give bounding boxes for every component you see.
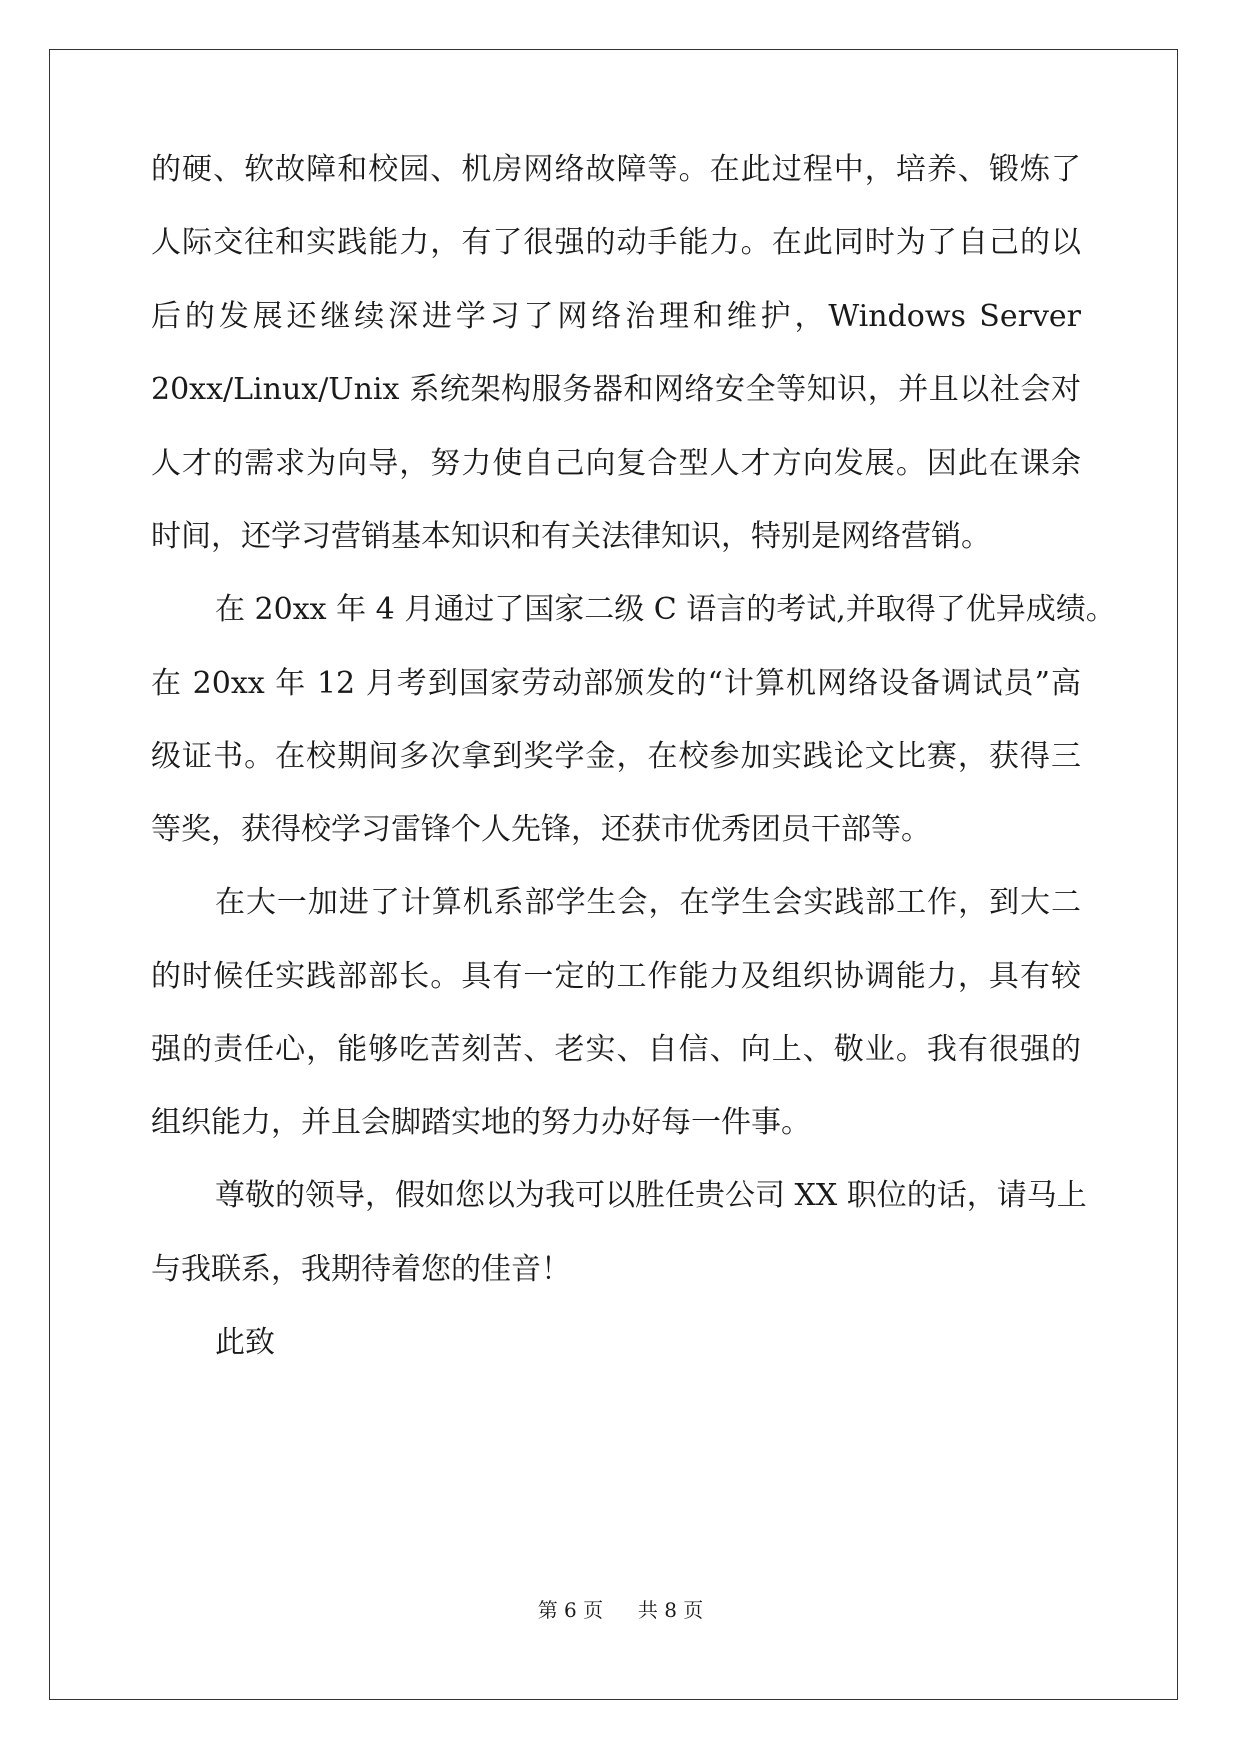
body-line: 时间，还学习营销基本知识和有关法律知识，特别是网络营销。 <box>151 519 991 554</box>
body-line: 人际交往和实践能力，有了很强的动手能力。在此同时为了自己的以 <box>151 225 1081 260</box>
body-line: 强的责任心，能够吃苦刻苦、老实、自信、向上、敬业。我有很强的 <box>151 1032 1081 1067</box>
page-footer <box>0 1596 1241 1624</box>
closing-salutation: 此致 <box>215 1325 275 1360</box>
page-number: 第 6 页 <box>537 1598 604 1622</box>
body-line: 在 20xx 年 12 月考到国家劳动部颁发的“计算机网络设备调试员”高 <box>151 666 1081 701</box>
body-line: 在大一加进了计算机系部学生会，在学生会实践部工作，到大二 <box>215 885 1081 920</box>
body-line: 在 20xx 年 4 月通过了国家二级 C 语言的考试,并取得了优异成绩。 <box>215 592 1116 627</box>
body-line: 后的发展还继续深进学习了网络治理和维护，Windows Server <box>151 299 1081 334</box>
body-line: 与我联系，我期待着您的佳音！ <box>151 1252 571 1287</box>
page-total: 共 8 页 <box>637 1598 704 1622</box>
body-line: 人才的需求为向导，努力使自己向复合型人才方向发展。因此在课余 <box>151 446 1081 481</box>
body-line: 级证书。在校期间多次拿到奖学金，在校参加实践论文比赛，获得三 <box>151 739 1081 774</box>
body-line: 20xx/Linux/Unix 系统架构服务器和网络安全等知识，并且以社会对 <box>151 372 1081 407</box>
body-line: 等奖，获得校学习雷锋个人先锋，还获市优秀团员干部等。 <box>151 812 931 847</box>
body-line: 组织能力，并且会脚踏实地的努力办好每一件事。 <box>151 1105 811 1140</box>
body-line: 尊敬的领导，假如您以为我可以胜任贵公司 XX 职位的话，请马上 <box>215 1178 1087 1213</box>
body-line: 的时候任实践部部长。具有一定的工作能力及组织协调能力，具有较 <box>151 959 1081 994</box>
body-line: 的硬、软故障和校园、机房网络故障等。在此过程中，培养、锻炼了 <box>151 152 1081 187</box>
